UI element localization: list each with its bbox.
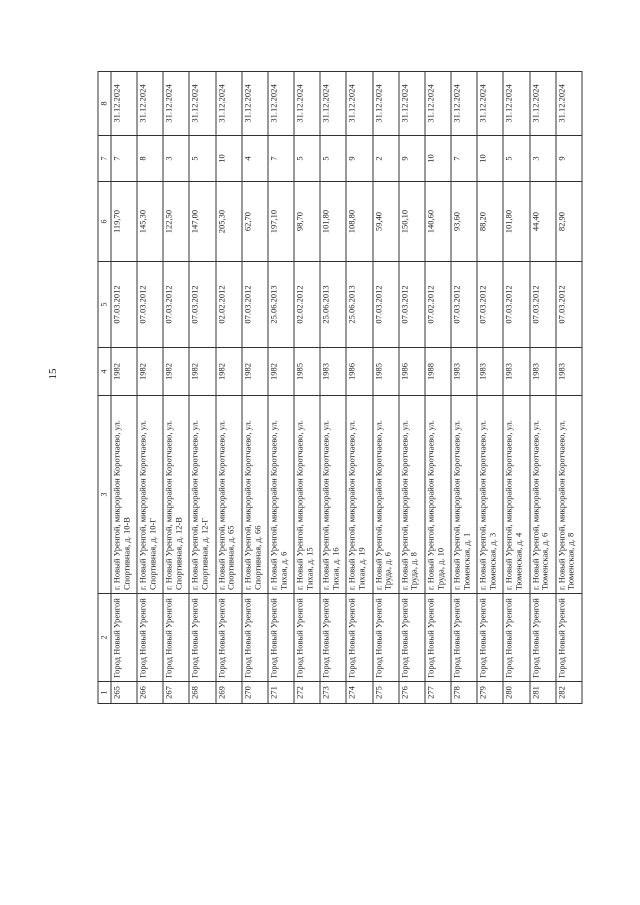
- row-number-cell: 272: [294, 682, 320, 704]
- end-date-cell: 31.12.2024: [216, 72, 242, 136]
- date-cell: 07.03.2012: [399, 262, 425, 348]
- municipality-cell: Город Новый Уренгой: [373, 594, 399, 682]
- build-year-cell: 1986: [399, 348, 425, 396]
- table-row: [556, 72, 582, 704]
- area-cell: 145,30: [137, 182, 163, 262]
- end-date-cell: 31.12.2024: [556, 72, 582, 136]
- area-cell: 150,10: [399, 182, 425, 262]
- build-year-cell: 1985: [294, 348, 320, 396]
- municipality-cell: Город Новый Уренгой: [346, 594, 372, 682]
- date-cell: 02.02.2012: [216, 262, 242, 348]
- area-cell: 108,80: [346, 182, 372, 262]
- municipality-cell: Город Новый Уренгой: [451, 594, 477, 682]
- date-cell: 02.02.2012: [294, 262, 320, 348]
- date-cell: 07.02.2012: [425, 262, 451, 348]
- count-cell: 9: [346, 136, 372, 182]
- area-cell: 205,30: [216, 182, 242, 262]
- table-row: [242, 72, 268, 704]
- end-date-cell: 31.12.2024: [425, 72, 451, 136]
- municipality-cell: Город Новый Уренгой: [530, 594, 556, 682]
- municipality-cell: Город Новый Уренгой: [189, 594, 215, 682]
- table-container: [98, 72, 583, 704]
- build-year-cell: 1983: [477, 348, 503, 396]
- table-row: [346, 72, 372, 704]
- build-year-cell: 1985: [373, 348, 399, 396]
- row-number-cell: 277: [425, 682, 451, 704]
- count-cell: 3: [530, 136, 556, 182]
- row-number-cell: 269: [216, 682, 242, 704]
- header-row: [98, 72, 111, 704]
- table-row: [268, 72, 294, 704]
- row-number-cell: 275: [373, 682, 399, 704]
- area-cell: 197,10: [268, 182, 294, 262]
- build-year-cell: 1982: [268, 348, 294, 396]
- header-cell-1: 1: [98, 682, 111, 704]
- row-number-cell: 273: [320, 682, 346, 704]
- row-number-cell: 270: [242, 682, 268, 704]
- date-cell: 07.03.2012: [163, 262, 189, 348]
- municipality-cell: Город Новый Уренгой: [216, 594, 242, 682]
- area-cell: 122,50: [163, 182, 189, 262]
- date-cell: 07.03.2012: [556, 262, 582, 348]
- housing-table: [98, 71, 583, 704]
- build-year-cell: 1982: [189, 348, 215, 396]
- build-year-cell: 1983: [503, 348, 529, 396]
- table-row: [111, 72, 137, 704]
- address-cell: г. Новый Уренгой, микрорайон Коротчаево, ул. Спортивная, д. 65: [216, 396, 242, 594]
- end-date-cell: 31.12.2024: [268, 72, 294, 136]
- municipality-cell: Город Новый Уренгой: [268, 594, 294, 682]
- end-date-cell: 31.12.2024: [111, 72, 137, 136]
- municipality-cell: Город Новый Уренгой: [242, 594, 268, 682]
- table-row: [320, 72, 346, 704]
- address-cell: г. Новый Уренгой, микрорайон Коротчаево, ул. Спортивная, д. 66: [242, 396, 268, 594]
- date-cell: 25.06.2013: [320, 262, 346, 348]
- end-date-cell: 31.12.2024: [346, 72, 372, 136]
- municipality-cell: Город Новый Уренгой: [477, 594, 503, 682]
- date-cell: 07.03.2012: [189, 262, 215, 348]
- count-cell: 10: [425, 136, 451, 182]
- count-cell: 5: [294, 136, 320, 182]
- build-year-cell: 1986: [346, 348, 372, 396]
- municipality-cell: Город Новый Уренгой: [503, 594, 529, 682]
- end-date-cell: 31.12.2024: [320, 72, 346, 136]
- municipality-cell: Город Новый Уренгой: [399, 594, 425, 682]
- address-cell: г. Новый Уренгой, микрорайон Коротчаево, ул. Тихая, д. 6: [268, 396, 294, 594]
- header-cell-7: 7: [98, 136, 111, 182]
- table-row: [451, 72, 477, 704]
- area-cell: 119,70: [111, 182, 137, 262]
- end-date-cell: 31.12.2024: [294, 72, 320, 136]
- end-date-cell: 31.12.2024: [242, 72, 268, 136]
- table-row: [477, 72, 503, 704]
- area-cell: 140,60: [425, 182, 451, 262]
- area-cell: 59,40: [373, 182, 399, 262]
- end-date-cell: 31.12.2024: [530, 72, 556, 136]
- date-cell: 07.03.2012: [503, 262, 529, 348]
- end-date-cell: 31.12.2024: [451, 72, 477, 136]
- count-cell: 4: [242, 136, 268, 182]
- end-date-cell: 31.12.2024: [373, 72, 399, 136]
- header-cell-6: 6: [98, 182, 111, 262]
- build-year-cell: 1983: [530, 348, 556, 396]
- area-cell: 82,90: [556, 182, 582, 262]
- count-cell: 3: [163, 136, 189, 182]
- area-cell: 101,80: [320, 182, 346, 262]
- address-cell: г. Новый Уренгой, микрорайон Коротчаево, ул. Труда, д. 8: [399, 396, 425, 594]
- row-number-cell: 268: [189, 682, 215, 704]
- end-date-cell: 31.12.2024: [137, 72, 163, 136]
- municipality-cell: Город Новый Уренгой: [137, 594, 163, 682]
- build-year-cell: 1982: [242, 348, 268, 396]
- address-cell: г. Новый Уренгой, микрорайон Коротчаево, ул. Тюменская, д. 6: [530, 396, 556, 594]
- count-cell: 8: [137, 136, 163, 182]
- municipality-cell: Город Новый Уренгой: [163, 594, 189, 682]
- row-number-cell: 282: [556, 682, 582, 704]
- header-cell-5: 5: [98, 262, 111, 348]
- table-row: [137, 72, 163, 704]
- date-cell: 07.03.2012: [477, 262, 503, 348]
- count-cell: 7: [451, 136, 477, 182]
- address-cell: г. Новый Уренгой, микрорайон Коротчаево, ул. Спортивная, д. 12-В: [163, 396, 189, 594]
- row-number-cell: 266: [137, 682, 163, 704]
- row-number-cell: 278: [451, 682, 477, 704]
- address-cell: г. Новый Уренгой, микрорайон Коротчаево, ул. Тихая, д. 16: [320, 396, 346, 594]
- row-number-cell: 276: [399, 682, 425, 704]
- end-date-cell: 31.12.2024: [163, 72, 189, 136]
- count-cell: 10: [477, 136, 503, 182]
- table-row: [503, 72, 529, 704]
- end-date-cell: 31.12.2024: [503, 72, 529, 136]
- count-cell: 5: [189, 136, 215, 182]
- build-year-cell: 1983: [320, 348, 346, 396]
- header-cell-3: 3: [98, 396, 111, 594]
- row-number-cell: 281: [530, 682, 556, 704]
- table-body: [111, 72, 582, 704]
- end-date-cell: 31.12.2024: [399, 72, 425, 136]
- build-year-cell: 1982: [163, 348, 189, 396]
- header-cell-8: 8: [98, 72, 111, 136]
- row-number-cell: 279: [477, 682, 503, 704]
- count-cell: 5: [320, 136, 346, 182]
- date-cell: 07.03.2012: [451, 262, 477, 348]
- address-cell: г. Новый Уренгой, микрорайон Коротчаево, ул. Труда, д. 10: [425, 396, 451, 594]
- count-cell: 2: [373, 136, 399, 182]
- build-year-cell: 1988: [425, 348, 451, 396]
- address-cell: г. Новый Уренгой, микрорайон Коротчаево, ул. Тихая, д. 15: [294, 396, 320, 594]
- count-cell: 9: [399, 136, 425, 182]
- table-row: [373, 72, 399, 704]
- address-cell: г. Новый Уренгой, микрорайон Коротчаево, ул. Труда, д. 6: [373, 396, 399, 594]
- address-cell: г. Новый Уренгой, микрорайон Коротчаево, ул. Тюменская, д. 3: [477, 396, 503, 594]
- address-cell: г. Новый Уренгой, микрорайон Коротчаево, ул. Спортивная, д. 10-В: [111, 396, 137, 594]
- address-cell: г. Новый Уренгой, микрорайон Коротчаево, ул. Тюменская, д. 8: [556, 396, 582, 594]
- table-row: [189, 72, 215, 704]
- build-year-cell: 1983: [556, 348, 582, 396]
- header-cell-4: 4: [98, 348, 111, 396]
- table-row: [530, 72, 556, 704]
- municipality-cell: Город Новый Уренгой: [425, 594, 451, 682]
- build-year-cell: 1983: [451, 348, 477, 396]
- header-cell-2: 2: [98, 594, 111, 682]
- row-number-cell: 271: [268, 682, 294, 704]
- municipality-cell: Город Новый Уренгой: [320, 594, 346, 682]
- count-cell: 10: [216, 136, 242, 182]
- address-cell: г. Новый Уренгой, микрорайон Коротчаево, ул. Тюменская, д. 4: [503, 396, 529, 594]
- page-number: 15: [47, 368, 59, 380]
- table-row: [294, 72, 320, 704]
- row-number-cell: 267: [163, 682, 189, 704]
- date-cell: 25.06.2013: [268, 262, 294, 348]
- date-cell: 07.03.2012: [373, 262, 399, 348]
- area-cell: 147,00: [189, 182, 215, 262]
- address-cell: г. Новый Уренгой, микрорайон Коротчаево, ул. Спортивная, д. 10-Г: [137, 396, 163, 594]
- area-cell: 62,70: [242, 182, 268, 262]
- area-cell: 101,80: [503, 182, 529, 262]
- date-cell: 07.03.2012: [137, 262, 163, 348]
- end-date-cell: 31.12.2024: [189, 72, 215, 136]
- build-year-cell: 1982: [137, 348, 163, 396]
- date-cell: 25.06.2013: [346, 262, 372, 348]
- build-year-cell: 1982: [111, 348, 137, 396]
- date-cell: 07.03.2012: [242, 262, 268, 348]
- row-number-cell: 265: [111, 682, 137, 704]
- table-row: [425, 72, 451, 704]
- date-cell: 07.03.2012: [111, 262, 137, 348]
- area-cell: 98,70: [294, 182, 320, 262]
- address-cell: г. Новый Уренгой, микрорайон Коротчаево, ул. Тюменская, д. 1: [451, 396, 477, 594]
- municipality-cell: Город Новый Уренгой: [111, 594, 137, 682]
- municipality-cell: Город Новый Уренгой: [556, 594, 582, 682]
- table-row: [399, 72, 425, 704]
- table-row: [216, 72, 242, 704]
- address-cell: г. Новый Уренгой, микрорайон Коротчаево, ул. Спортивная, д. 12-Г: [189, 396, 215, 594]
- row-number-cell: 274: [346, 682, 372, 704]
- area-cell: 93,60: [451, 182, 477, 262]
- table-row: [163, 72, 189, 704]
- area-cell: 44,40: [530, 182, 556, 262]
- count-cell: 5: [503, 136, 529, 182]
- count-cell: 9: [556, 136, 582, 182]
- date-cell: 07.03.2012: [530, 262, 556, 348]
- municipality-cell: Город Новый Уренгой: [294, 594, 320, 682]
- end-date-cell: 31.12.2024: [477, 72, 503, 136]
- address-cell: г. Новый Уренгой, микрорайон Коротчаево, ул. Тихая, д. 19: [346, 396, 372, 594]
- area-cell: 88,20: [477, 182, 503, 262]
- row-number-cell: 280: [503, 682, 529, 704]
- count-cell: 7: [268, 136, 294, 182]
- count-cell: 7: [111, 136, 137, 182]
- build-year-cell: 1982: [216, 348, 242, 396]
